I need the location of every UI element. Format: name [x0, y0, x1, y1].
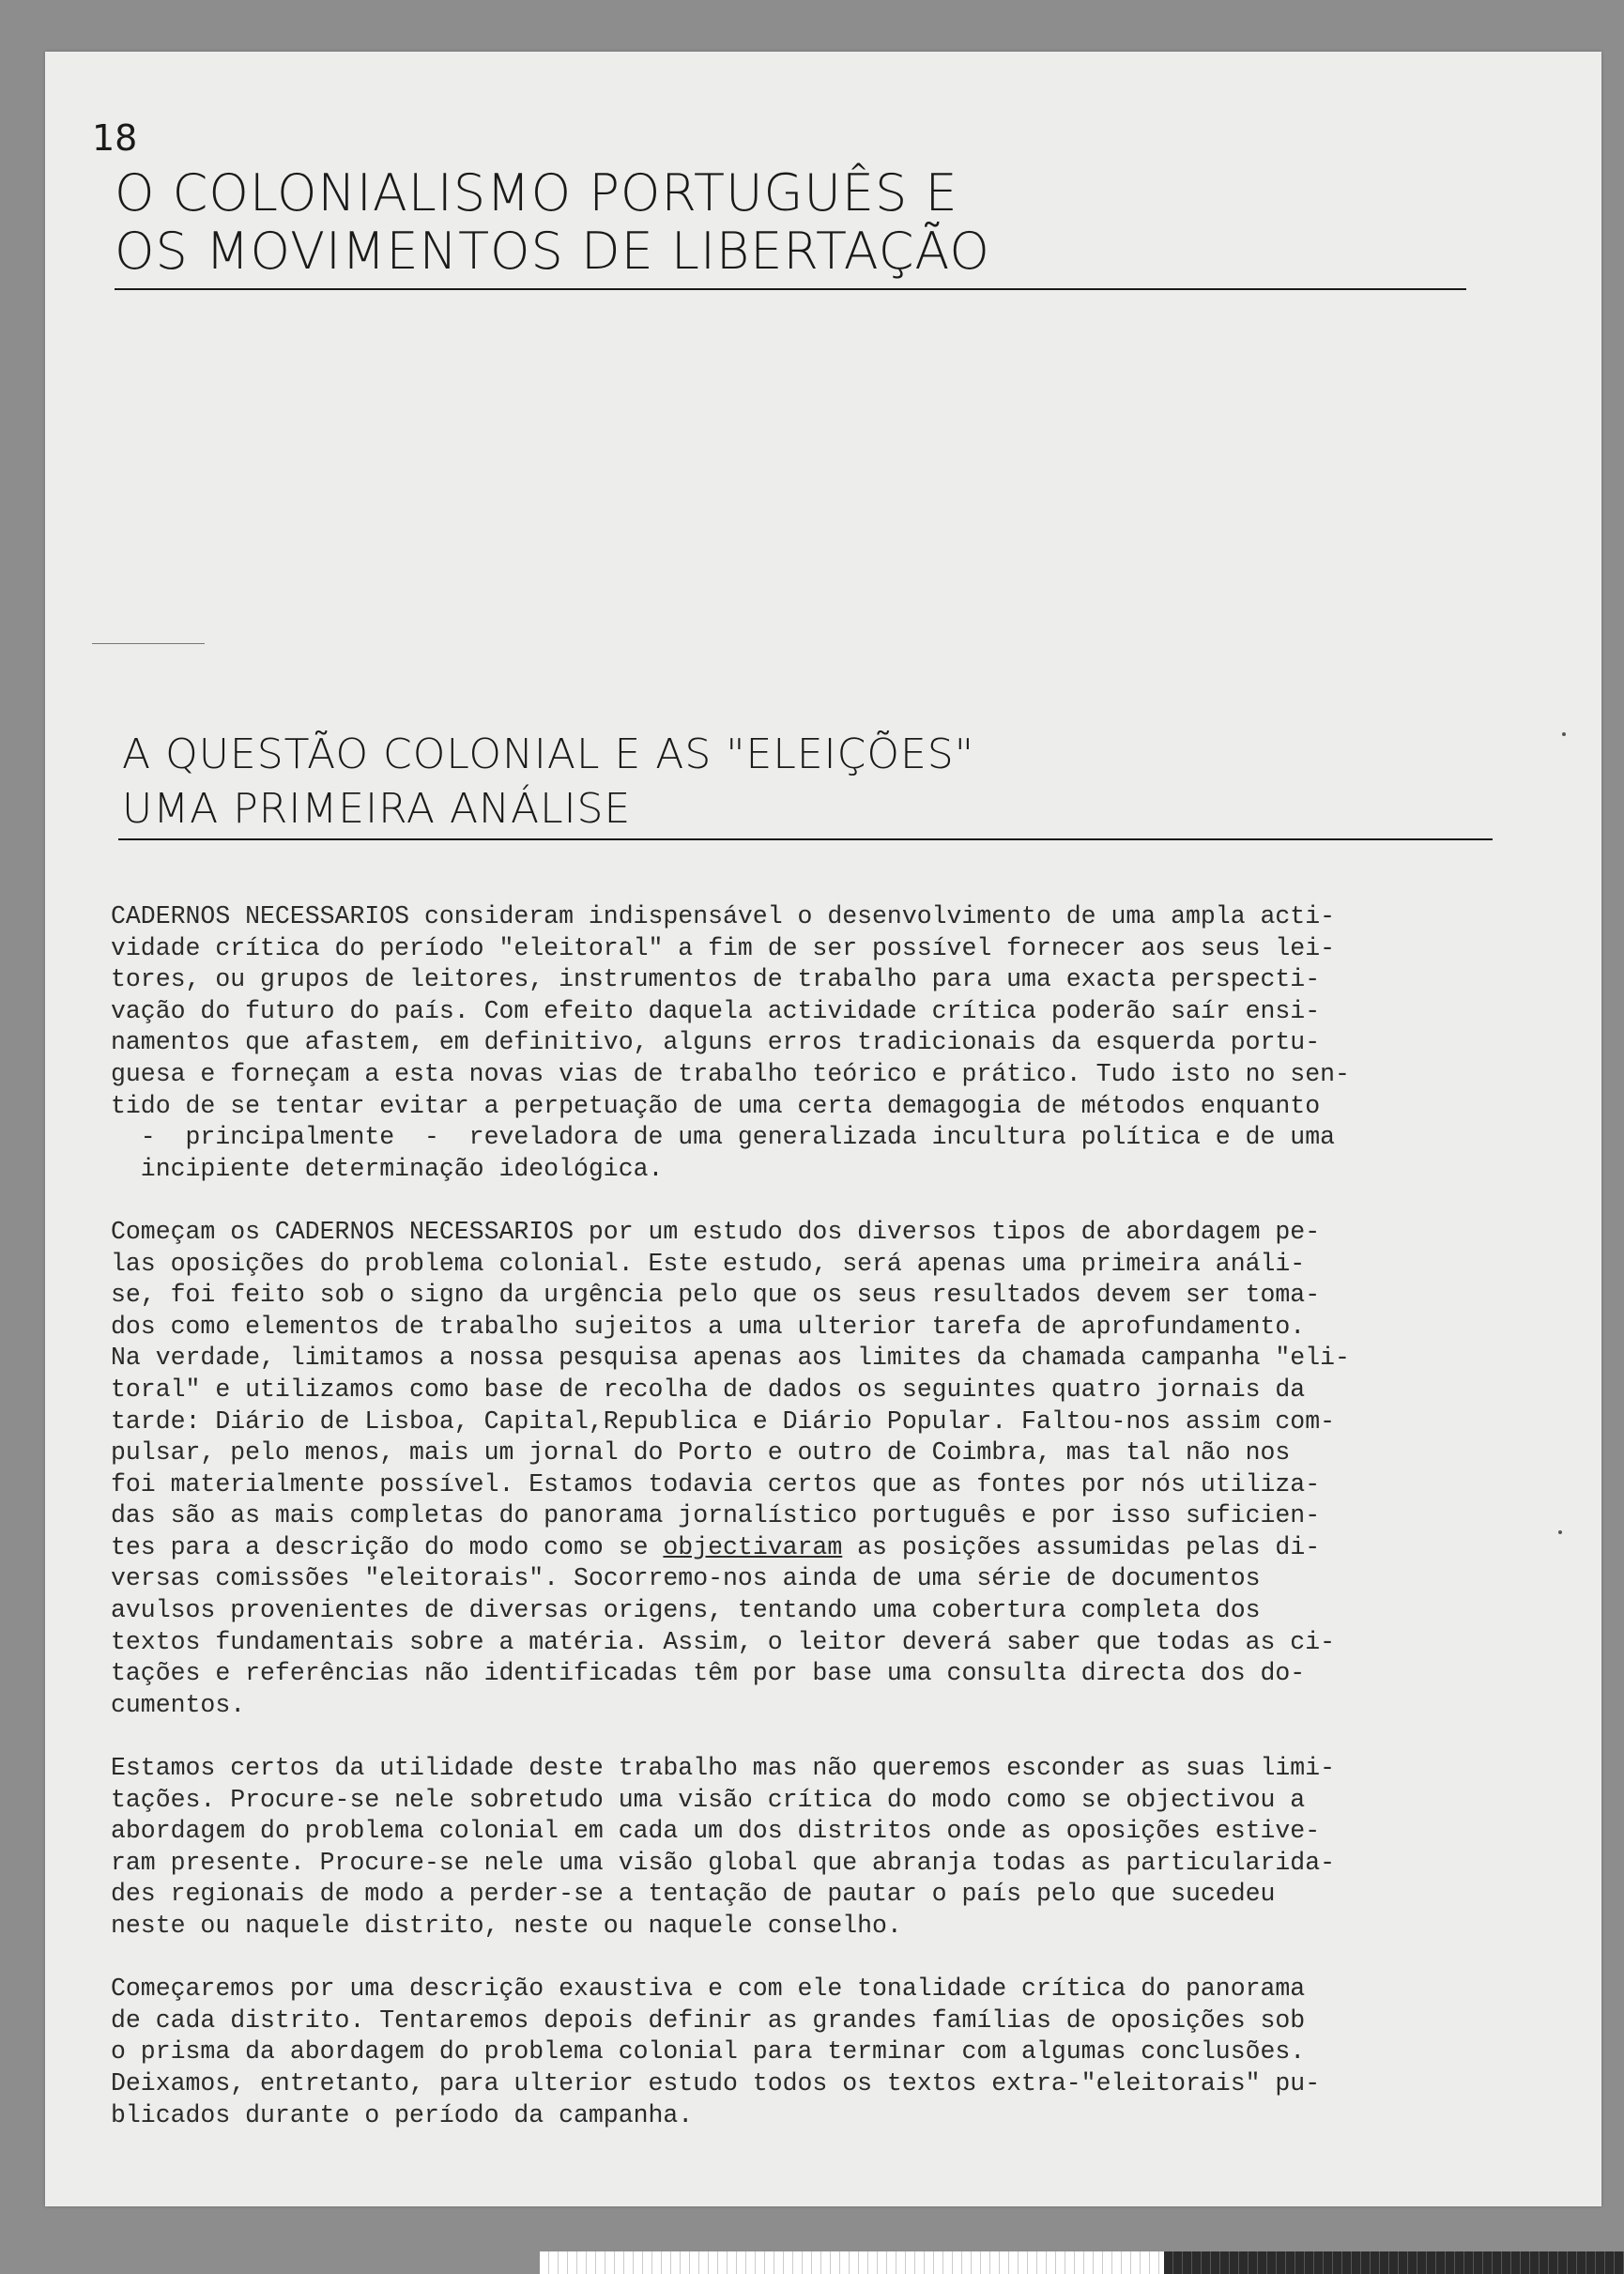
document-page — [45, 52, 1601, 2206]
scale-ruler-dark — [1164, 2251, 1624, 2274]
paper-speck — [1558, 1530, 1562, 1534]
section-title-line-1: A QUESTÃO COLONIAL E AS "ELEIÇÕES" — [122, 730, 974, 778]
section-title-line-2: UMA PRIMEIRA ANÁLISE — [122, 785, 632, 833]
section-title — [122, 728, 1474, 837]
paragraph-2: Começam os CADERNOS NECESSARIOS por um estudo dos diversos tipos de abordagem pe- las oposições do problema colonial. Este estudo, será apenas uma primeira análi- se, foi feito sob o signo da urgência pelo que os seus resultados devem ser toma- dos como elementos de trabalho sujeitos a uma ulterior tarefa de aprofundamento. Na verdade, limitamos a nossa pesquisa apenas aos limites da chamada campanha "eli- toral" e utilizamos como base de recolha de dados os seguintes quatro jornais da tarde: Diário de Lisboa, Capital,Republica e Diário Popular. Faltou-nos assim com- pulsar, pelo menos, mais um jornal do Porto e outro de Coimbra, mas tal não nos foi materialmente possível. Estamos todavia certos que as fontes por nós utiliza- das são as mais completas do panorama jornalístico português e por isso suficien- tes para a descrição do modo como se objectivaram as posições assumidas pelas di- versas comissões "eleitorais". Socorremo-nos ainda de uma série de documentos avulsos provenientes de diversas origens, tentando uma cobertura completa dos textos fundamentais sobre a matéria. Assim, o leitor deverá saber que todas as ci- tações e referências não identificadas têm por base uma consulta directa dos do- cumentos. — [111, 1217, 1350, 1719]
main-title-line-1: O COLONIALISMO PORTUGUÊS E — [115, 163, 958, 223]
underlined-word: objectivaram — [663, 1532, 843, 1561]
main-title-line-2: OS MOVIMENTOS DE LIBERTAÇÃO — [115, 222, 990, 281]
page-number: 18 — [92, 117, 138, 159]
paragraph-3: Estamos certos da utilidade deste trabalho mas não queremos esconder as suas limi- tações. Procure-se nele sobretudo uma visão crítica do modo como se objectivou a abordagem do problema colonial em cada um dos distritos onde as oposições estive- ram presente. Procure-se nele uma visão global que abranja todas as particularida- des regionais de modo a perder-se a tentação de pautar o país pelo que sucedeu neste ou naquele distrito, neste ou naquele conselho. — [111, 1754, 1336, 1940]
section-underline — [118, 838, 1493, 840]
main-title — [115, 164, 1466, 281]
paper-speck — [1562, 732, 1566, 736]
paragraph-1: CADERNOS NECESSARIOS consideram indispensável o desenvolvimento de uma ampla acti- vidade crítica do período "eleitoral" a fim de ser possível fornecer aos seus lei- tores, ou grupos de leitores, instrumentos de trabalho para uma exacta perspecti- vação do futuro do país. Com efeito daquela actividade crítica poderão saír ensi- namentos que afastem, em definitivo, alguns erros tradicionais da esquerda portu- guesa e forneçam a esta novas vias de trabalho teórico e prático. Tudo isto no sen- tido de se tentar evitar a perpetuação de uma certa demagogia de métodos enquanto - principalmente - reveladora de uma generalizada incultura política e de uma incipiente determinação ideológica. — [111, 902, 1350, 1183]
faint-mark — [92, 643, 205, 644]
body-text — [111, 901, 1538, 2163]
paragraph-4: Começaremos por uma descrição exaustiva e com ele tonalidade crítica do panorama de cada distrito. Tentaremos depois definir as grandes famílias de oposições sob o prisma da abordagem do problema colonial para terminar com algumas conclusões. Deixamos, entretanto, para ulterior estudo todos os textos extra-"eleitorais" pu- blicados durante o período da campanha. — [111, 1974, 1321, 2129]
title-underline — [115, 288, 1466, 290]
